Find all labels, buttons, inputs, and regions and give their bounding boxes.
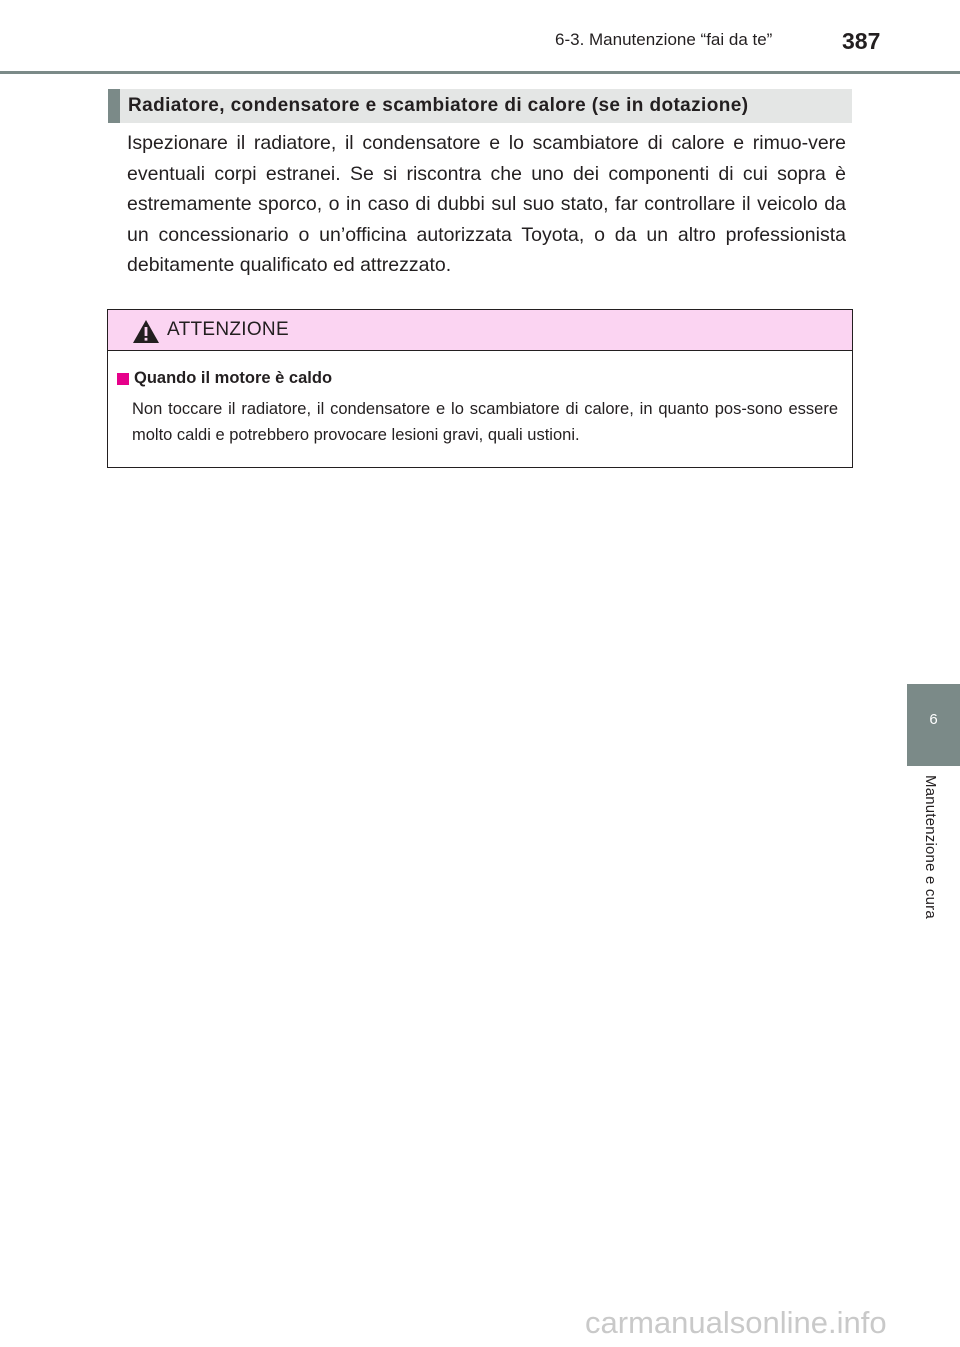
warning-title: ATTENZIONE: [167, 319, 289, 340]
section-body-text: Ispezionare il radiatore, il condensatore e lo scambiatore di calore e rimuo-vere eventuali corpi estranei. Se si riscontra che uno dei componenti di cui sopra è estremamente sporco, o in caso di dubbi sul suo stato, far controllare il veicolo da un concessionario o un’officina autorizzata Toyota, o da un altro professionista debitamente qualificato ed attrezzato.: [127, 132, 846, 276]
warning-header: [108, 310, 852, 351]
chapter-tab: 6: [907, 684, 960, 766]
chapter-tab-label: Manutenzione e cura: [922, 775, 939, 919]
page-number: 387: [842, 28, 881, 54]
header-section-title: 6-3. Manutenzione “fai da te”: [555, 30, 773, 49]
watermark: carmanualsonline.info: [585, 1305, 887, 1340]
header-divider: [0, 71, 960, 74]
warning-box: [107, 309, 853, 468]
warning-subheading: [117, 369, 332, 388]
section-heading: Radiatore, condensatore e scambiatore di calore (se in dotazione): [108, 89, 852, 123]
warning-body-text: Non toccare il radiatore, il condensatore e lo scambiatore di calore, in quanto pos-sono essere molto caldi e potrebbero provocare lesioni gravi, quali ustioni.: [132, 400, 838, 444]
warning-triangle-icon: [132, 319, 160, 344]
warning-subheading-text: Quando il motore è caldo: [134, 369, 333, 387]
square-bullet-icon: [117, 373, 129, 385]
